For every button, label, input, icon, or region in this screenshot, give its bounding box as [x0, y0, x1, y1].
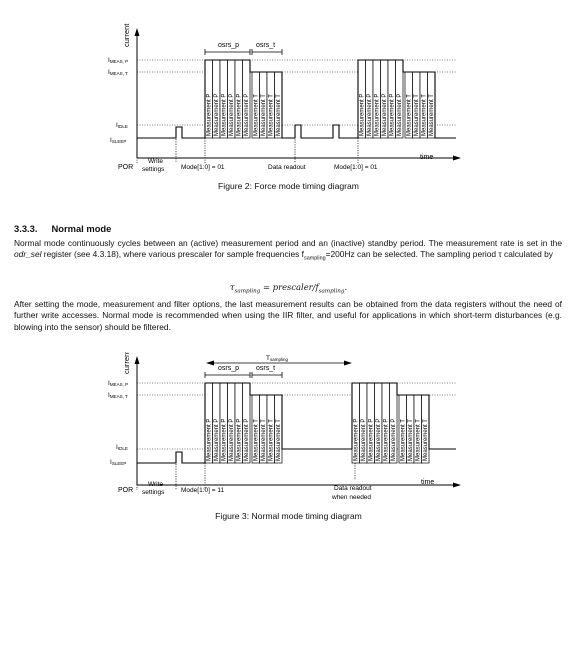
data-readout-label: Data readout	[334, 485, 372, 492]
level-label-meas-p: IMEAS, P	[108, 380, 129, 387]
svg-text:Measurement P: Measurement P	[353, 418, 360, 461]
svg-text:Measurement T: Measurement T	[400, 419, 407, 461]
svg-text:Measurement P: Measurement P	[382, 93, 388, 136]
normal-mode-timing-diagram	[0, 352, 577, 532]
section-title: Normal mode	[51, 223, 112, 234]
settings-label: settings	[142, 489, 165, 496]
osrs-t-label: osrs_t	[256, 42, 276, 49]
level-label-idle: IIDLE	[116, 444, 128, 451]
level-label-meas-p: IMEAS, P	[108, 57, 129, 64]
sampling-period-label: Tsampling	[266, 355, 288, 362]
level-label-meas-t: IMEAS, T	[108, 69, 128, 76]
svg-text:Measurement P: Measurement P	[214, 418, 220, 461]
por-label: POR	[118, 164, 134, 171]
svg-text:Measurement T: Measurement T	[276, 419, 282, 461]
mode-label-2: Mode[1:0] = 01	[334, 164, 378, 171]
svg-text:Measurement P: Measurement P	[374, 93, 381, 136]
svg-text:Measurement P: Measurement P	[244, 93, 250, 136]
paragraph-1: Normal mode continuously cycles between an (active) measurement period and an (inactive) standby period. The measurement rate is set in the odr_sel register (see 4.3.18), where various prescaler for sample frequencies $f_{sampling}=200Hz$ can be selected. The sampling period τ calculated by	[14, 238, 562, 263]
write-label: Write	[148, 158, 164, 165]
svg-text:Measurement T: Measurement T	[429, 94, 435, 136]
mode-label-1: Mode[1:0] = 01	[181, 164, 225, 171]
svg-text:Measurement P: Measurement P	[367, 93, 373, 136]
svg-text:Measurement P: Measurement P	[236, 93, 243, 136]
x-axis-label: time	[421, 479, 435, 486]
svg-text:Measurement T: Measurement T	[423, 419, 429, 461]
svg-text:Measurement P: Measurement P	[368, 418, 375, 461]
svg-text:Measurement T: Measurement T	[276, 94, 282, 136]
svg-text:Measurement P: Measurement P	[206, 418, 213, 461]
svg-text:Measurement T: Measurement T	[415, 419, 422, 461]
svg-text:Measurement T: Measurement T	[261, 94, 267, 136]
svg-text:Measurement P: Measurement P	[221, 93, 228, 136]
level-label-sleep: ISLEEP	[110, 459, 127, 466]
osrs-t-label: osrs_t	[256, 365, 276, 372]
y-axis-label: current	[122, 352, 131, 374]
svg-text:Measurement P: Measurement P	[383, 418, 390, 461]
level-label-idle: IIDLE	[116, 122, 128, 129]
svg-text:Measurement P: Measurement P	[361, 418, 367, 461]
svg-text:Measurement P: Measurement P	[221, 418, 228, 461]
normal-mode-diagram-svg	[0, 352, 577, 532]
svg-text:Measurement P: Measurement P	[359, 93, 366, 136]
force-mode-diagram-svg	[0, 0, 577, 200]
svg-text:Measurement P: Measurement P	[236, 418, 243, 461]
svg-text:Measurement T: Measurement T	[268, 94, 275, 136]
svg-text:Measurement T: Measurement T	[253, 94, 260, 136]
svg-text:Measurement P: Measurement P	[391, 418, 397, 461]
register-name: odr_sel	[14, 249, 42, 260]
osrs-p-label: osrs_p	[218, 365, 240, 372]
svg-text:Measurement T: Measurement T	[261, 419, 267, 461]
svg-text:Measurement P: Measurement P	[397, 93, 403, 136]
section-heading	[14, 223, 111, 234]
force-mode-timing-diagram	[0, 0, 577, 200]
svg-text:Measurement T: Measurement T	[268, 419, 275, 461]
data-readout-label: Data readout	[268, 164, 306, 171]
svg-text:Measurement T: Measurement T	[408, 419, 414, 461]
svg-text:Measurement P: Measurement P	[229, 418, 235, 461]
por-label: POR	[118, 487, 134, 494]
level-label-sleep: ISLEEP	[110, 137, 127, 144]
level-label-meas-t: IMEAS, T	[108, 392, 128, 399]
osrs-p-label: osrs_p	[218, 42, 240, 49]
svg-text:Measurement P: Measurement P	[389, 93, 396, 136]
sampling-formula: $\tau_{sampling}$ = prescaler/$f_{sampling}$.	[229, 282, 348, 295]
write-label: Write	[148, 481, 164, 488]
svg-text:Measurement T: Measurement T	[253, 419, 260, 461]
svg-text:Measurement P: Measurement P	[214, 93, 220, 136]
section-number: 3.3.3.	[14, 223, 38, 234]
mode-label: Mode[1:0] = 11	[181, 487, 225, 494]
x-axis-arrow	[453, 156, 461, 161]
y-axis-arrow	[135, 28, 140, 36]
svg-text:Measurement T: Measurement T	[406, 94, 413, 136]
settings-label: settings	[142, 166, 165, 173]
svg-text:Measurement P: Measurement P	[229, 93, 235, 136]
svg-text:Measurement P: Measurement P	[376, 418, 382, 461]
svg-text:Measurement T: Measurement T	[414, 94, 420, 136]
figure-2-caption: Figure 2: Force mode timing diagram	[218, 181, 359, 191]
svg-text:Measurement T: Measurement T	[421, 94, 428, 136]
paragraph-2: After setting the mode, measurement and filter options, the last measurement results can be obtained from the data registers without the need of further write accesses. Normal mode is recommended when using the IIR filter, and useful for applications in which short-term disturbances (e.g. blowing into the sensor) should be filtered.	[14, 299, 562, 332]
when-needed-label: when needed	[332, 494, 372, 501]
figure-3-caption: Figure 3: Normal mode timing diagram	[215, 511, 362, 521]
y-axis-arrow	[135, 356, 140, 364]
x-axis-arrow	[453, 483, 461, 488]
y-axis-label: current	[122, 23, 131, 47]
svg-text:Measurement P: Measurement P	[206, 93, 213, 136]
svg-text:Measurement P: Measurement P	[244, 418, 250, 461]
x-axis-label: time	[420, 154, 434, 161]
